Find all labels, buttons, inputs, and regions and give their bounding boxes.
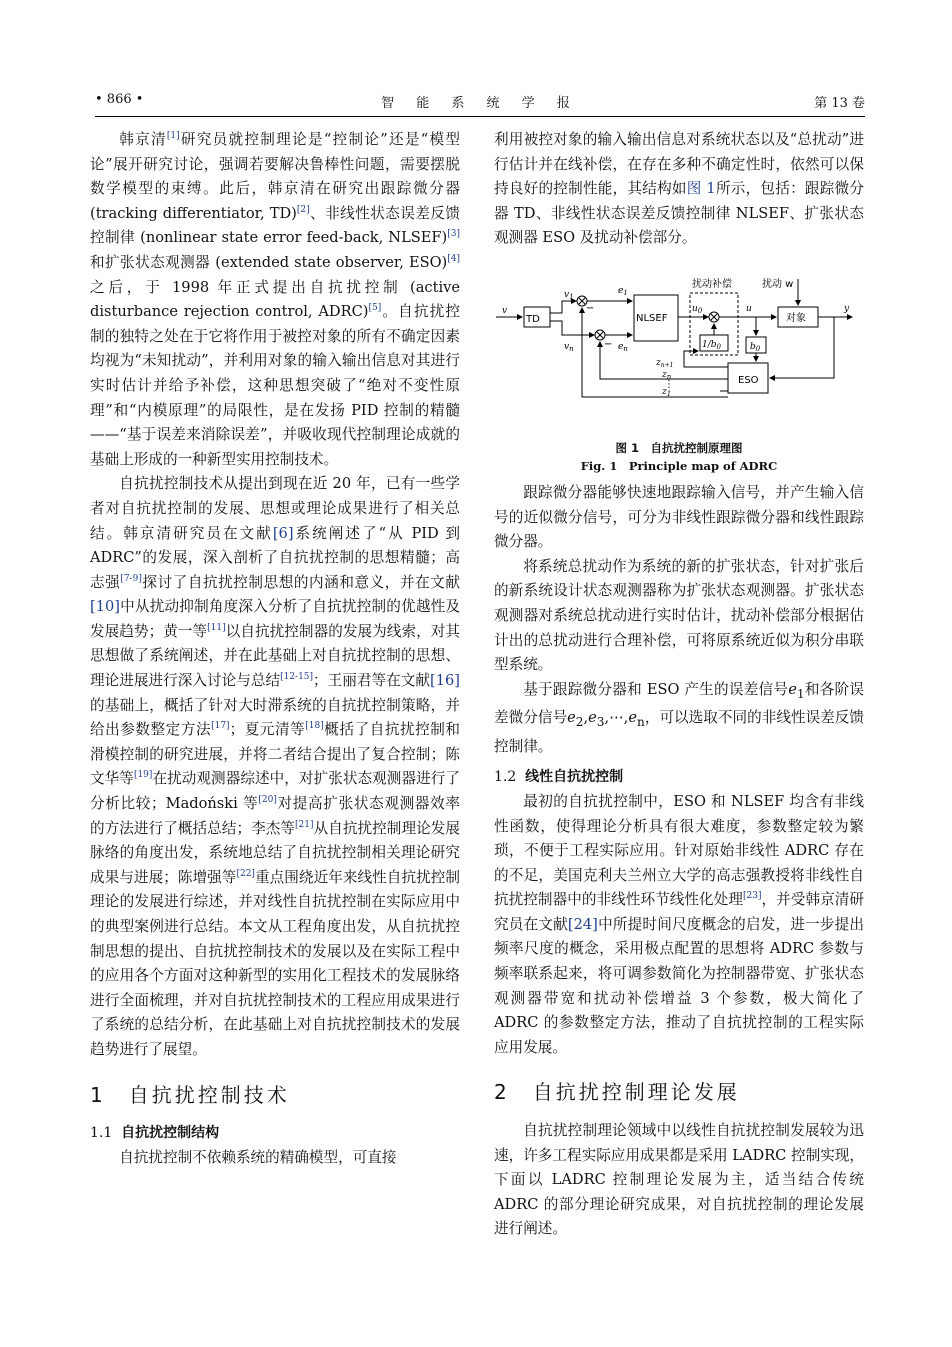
svg-text:⋮: ⋮ xyxy=(664,378,674,390)
disturbance-label: 扰动 w xyxy=(762,278,794,290)
subsection-heading-1-1: 1.1 自抗扰控制结构 xyxy=(90,1125,220,1142)
svg-text:1/b0: $1/b_0$ xyxy=(702,339,721,351)
paragraph: 利用被控对象的输入输出信息对系统状态以及“总扰动”进行估计并在线补偿，在存在多种不确定性时，依然可以保持良好的控制性能，其结构如图 1所示，包括：跟踪微分器 TD、非线性状态误差反馈控制律 NLSEF、扩张状态观测器 ESO 及扰动补偿部分。 xyxy=(494,131,864,247)
paragraph: 自抗扰控制技术从提出到现在近 20 年，已有一些学者对自抗扰控制的发展、思想或理论成果进行了相关总结。韩京清研究员在文献[6]系统阐述了“从 PID 到 ADRC”的发展，深入剖析了自抗扰控制的思想精髓；高志强[7-9]探讨了自抗扰控制思想的内涵和意义，并在文献[10]中从扰动抑制角度深入分析了自抗扰控制的优越性及发展趋势；黄一等[11]以自抗扰控制器的发展为线索，对其思想做了系统阐述，并在此基础上对自抗扰控制的思想、理论进展进行深入讨论与总结[12-15]；王丽君等在文献[16]的基础上，概括了针对大时滞系统的自抗扰控制策略，并给出参数整定方法[17]；夏元清等[18]概括了自抗扰控制和滑模控制的研究进展，并将二者结合提出了复合控制；陈文华等[19]在扰动观测器综述中，对扩张状态观测器进行了分析比较；Madoński 等[20]对提高扩张状态观测器效率的方法进行了概括总结；李杰等[21]从自抗扰控制理论发展脉络的角度出发，系统地总结了自抗扰控制相关理论研究成果与进展；陈增强等[22]重点围绕近年来线性自抗扰控制理论的发展进行综述，并对线性自抗扰控制在实际应用中的典型案例进行总结。本文从工程角度出发，从自抗扰控制思想的提出、自抗扰控制技术的发展以及在实际工程中的应用各个方面对这种新型的实用化工程技术的发展脉络进行全面梳理，并对自抗扰控制技术的工程应用成果进行了系统的总结分析，在此基础上对自抗扰控制技术的发展趋势进行了展望。 xyxy=(90,475,460,1058)
svg-text:vn: $v_n$ xyxy=(564,341,574,353)
paragraph: 自抗扰控制不依赖系统的精确模型，可直接 xyxy=(119,1148,397,1166)
svg-text:z1: $z_1$ xyxy=(662,386,672,398)
svg-text:zn+1: $z_{n+1}$ xyxy=(656,357,674,369)
paragraph: 韩京清[1]研究员就控制理论是“控制论”还是“模型论”展开研究讨论，强调若要解决鲁棒性问题，需要摆脱数学模型的束缚。此后，韩京清在研究出跟踪微分器 (tracking differentiator, TD)[2]、非线性状态误差反馈控制律 (nonlinear state error feed-back, NLSEF)[3]和扩张状态观测器 (extended state observer, ESO)[4]之后，于 1998 年正式提出自抗扰控制 (active disturbance rejection control, ADRC)[5]。自抗扰控制的独特之处在于它将作用于被控对象的所有不确定因素均视为“未知扰动”，并利用对象的输入输出信息对其进行实时估计并给予补偿，这种思想突破了“绝对不变性原理”和“内模原理”的局限性，是在发扬 PID 控制的精髓——“基于误差来消除误差”，并吸收现代控制理论成就的基础上形成的一种新型实用控制技术。 xyxy=(90,131,460,468)
figure-link[interactable]: 图 1 xyxy=(686,180,716,198)
svg-text:−: − xyxy=(604,338,613,350)
svg-text:e1: $e_1$ xyxy=(618,285,628,297)
subsection-heading-1-2: 1.2 线性自抗扰控制 xyxy=(494,769,624,786)
header-rule xyxy=(95,116,865,117)
svg-text:v1: $v_1$ xyxy=(564,289,574,301)
citation-link[interactable]: [10] xyxy=(90,598,120,616)
plant-label: 对象 xyxy=(786,312,806,324)
svg-text:u0: $u_0$ xyxy=(692,303,703,315)
svg-text:en: $e_n$ xyxy=(618,341,628,353)
figure-caption-en: Fig. 1 Principle map of ADRC xyxy=(580,458,778,473)
right-column xyxy=(494,128,864,1242)
td-label: TD xyxy=(526,313,540,325)
left-column xyxy=(90,128,460,1170)
compensation-label: 扰动补偿 xyxy=(692,278,732,290)
section-heading-1: 1 自抗扰控制技术 xyxy=(90,1082,290,1107)
adrc-block-diagram xyxy=(494,273,864,433)
citation-link[interactable]: [6] xyxy=(272,524,294,542)
citation-link[interactable]: [24] xyxy=(567,915,598,933)
journal-name: 智 能 系 统 学 报 xyxy=(381,96,579,111)
paragraph: 基于跟踪微分器和 ESO 产生的误差信号$e_1$和各阶误差微分信号$e_2,e_3,\cdots,e_n$，可以选取不同的非线性误差反馈控制律。 xyxy=(494,680,864,755)
svg-text:y: y xyxy=(844,303,850,314)
svg-text:b0: $b_0$ xyxy=(750,341,761,353)
volume-number: 第 13 卷 xyxy=(814,96,865,111)
svg-text:u: u xyxy=(746,303,752,314)
diagram-svg xyxy=(494,273,864,433)
paragraph: 自抗扰控制理论领域中以线性自抗扰控制发展较为迅速，许多工程实际应用成果都是采用 LADRC 控制实现，下面以 LADRC 控制理论发展为主，适当结合传统 ADRC 的部分理论研究成果，对自抗扰控制的理论发展进行阐述。 xyxy=(494,1122,864,1238)
page-header xyxy=(95,92,865,114)
eso-label: ESO xyxy=(738,374,759,386)
figure-caption-cn: 图 1 自抗扰控制原理图 xyxy=(615,440,743,455)
section-heading-2: 2 自抗扰控制理论发展 xyxy=(494,1080,740,1105)
nlsef-label: NLSEF xyxy=(636,312,668,324)
citation-link[interactable]: [16] xyxy=(430,672,460,690)
svg-text:zn: $z_n$ xyxy=(662,369,672,381)
page-number: • 866 • xyxy=(95,92,144,107)
paragraph: 最初的自抗扰控制中，ESO 和 NLSEF 均含有非线性函数，使得理论分析具有很大难度，参数整定较为繁琐，不便于工程实际应用。针对原始非线性 ADRC 存在的不足，美国克利夫兰州立大学的高志强教授将非线性自抗扰控制器中的非线性环节线性化处理[23]，并受韩京清研究员在文献[24]中所提时间尺度概念的启发，进一步提出频率尺度的概念，采用极点配置的思想将 ADRC 参数与频率联系起来，将可调参数简化为控制器带宽、扩张状态观测器带宽和扰动补偿增益 3 个参数，极大简化了 ADRC 的参数整定方法，推动了自抗扰控制的工程实际应用发展。 xyxy=(494,792,864,1056)
svg-text:v: v xyxy=(502,305,508,316)
paragraph: 跟踪微分器能够快速地跟踪输入信号，并产生输入信号的近似微分信号，可分为非线性跟踪微分器和线性跟踪微分器。 xyxy=(494,483,864,551)
svg-text:−: − xyxy=(586,302,595,314)
paragraph: 将系统总扰动作为系统的新的扩张状态，针对扩张后的新系统设计状态观测器称为扩张状态观测器。扩张状态观测器对系统总扰动进行实时估计，扰动补偿部分根据估计出的总扰动进行合理补偿，可将原系统近似为积分串联型系统。 xyxy=(494,557,864,674)
